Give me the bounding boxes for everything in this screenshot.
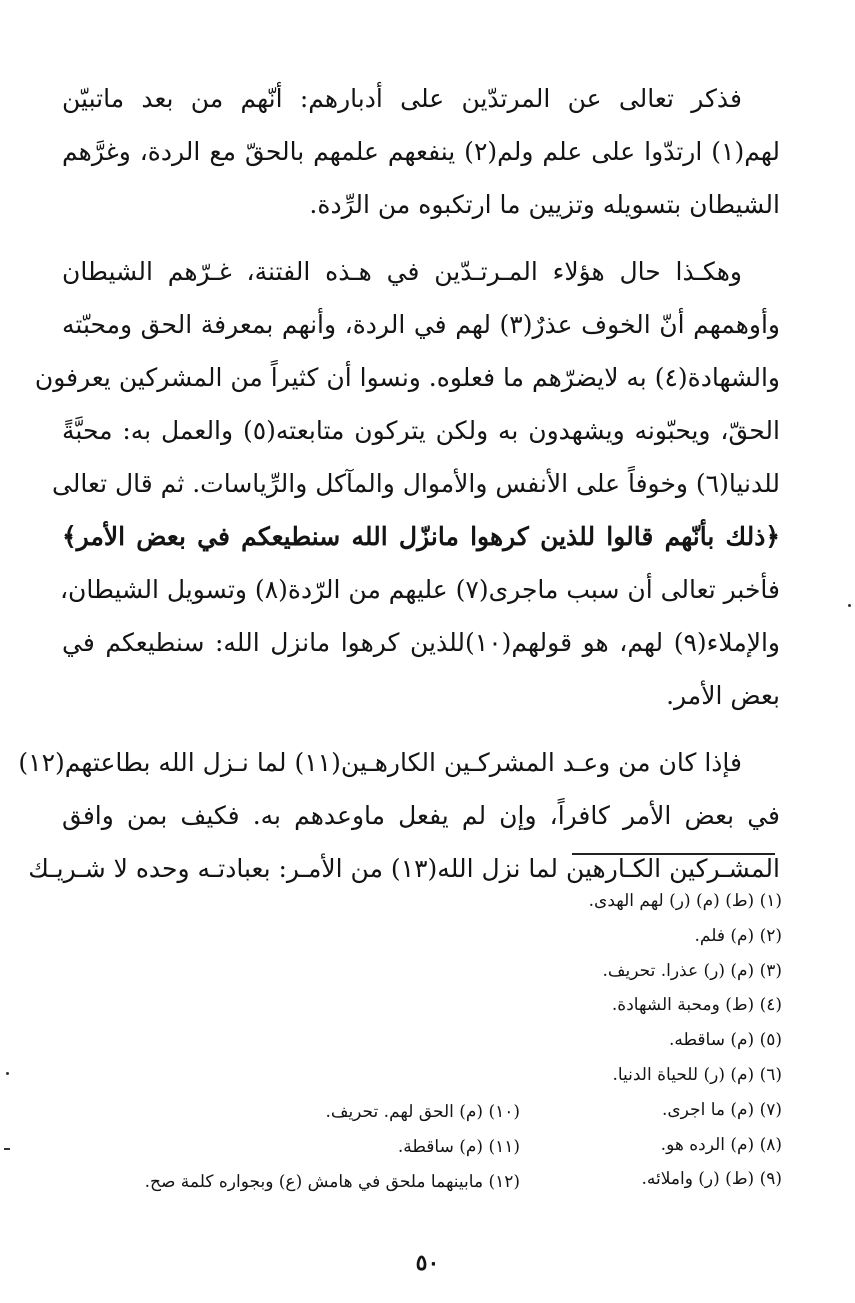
main-text: [18, 72, 780, 895]
text-line: وهكـذا حال هؤلاء المـرتـدّين في هـذه الفتنة، غـرّهم الشيطان: [62, 257, 742, 286]
text-line: للدنيا(٦) وخوفاً على الأنفس والأموال والمآكل والرِّياسات. ثم قال تعالى: [51, 469, 780, 498]
text-line: الشيطان بتسويله وتزيين ما ارتكبوه من الرِّدة.: [309, 190, 780, 219]
footnote: (١٠) (م) الحق لهم. تحريف.: [325, 1102, 520, 1122]
quran-verse: ﴿ذلك بأنّهم قالوا للذين كرهوا مانزّل الله سنطيعكم في بعض الأمر﴾: [62, 522, 780, 551]
scan-speck: [848, 604, 851, 607]
text-line: والإملاء(٩) لهم، هو قولهم(١٠)للذين كرهوا مانزل الله: سنطيعكم في: [62, 628, 780, 657]
footnotes: [60, 884, 782, 1204]
paragraph-3: [18, 736, 780, 895]
scan-speck: [6, 1072, 9, 1075]
scan-speck: [4, 1148, 10, 1150]
footnote: (١) (ط) (م) (ر) لهم الهدى.: [588, 891, 782, 911]
text-line: فإذا كان من وعـد المشركـين الكارهـين(١١) لما نـزل الله بطاعتهم(١٢): [18, 748, 742, 777]
footnote: (١١) (م) ساقطة.: [397, 1136, 520, 1157]
text-line: المشـركين الكـارهين لما نزل الله(١٣) من الأمـر: بعبادتـه وحده لا شـريـك: [28, 854, 780, 883]
footnotes-left-column: [60, 1095, 520, 1199]
text-line: وأوهمهم أنّ الخوف عذرٌ(٣) لهم في الردة، وأنهم بمعرفة الحق ومحبّته: [62, 310, 780, 339]
text-line: بعض الأمر.: [666, 681, 780, 710]
text-line: الحقّ، ويحبّونه ويشهدون به ولكن يتركون متابعته(٥) والعمل به: محبَّةً: [62, 416, 780, 445]
text-line: فذكر تعالى عن المرتدّين على أدبارهم: أنّهم من بعد ماتبيّن: [62, 84, 742, 113]
text-line: لهم(١) ارتدّوا على علم ولم(٢) ينفعهم علمهم بالحقّ مع الردة، وغرَّهم: [62, 137, 780, 166]
footnote: (٧) (م) ما اجرى.: [661, 1099, 782, 1120]
footnote: (٥) (م) ساقطه.: [668, 1030, 782, 1051]
footnote: (٦) (م) (ر) للحياة الدنيا.: [612, 1064, 782, 1085]
footnote: (٣) (م) (ر) عذرا. تحريف.: [602, 960, 782, 981]
text-line: في بعض الأمر كافراً، وإن لم يفعل ماوعدهم به. فكيف بمن وافق: [62, 801, 780, 830]
footnote: (١٢) مابينهما ملحق في هامش (ع) وبجواره كلمة صح.: [144, 1171, 520, 1192]
text-line: فأخبر تعالى أن سبب ماجرى(٧) عليهم من الرّدة(٨) وتسويل الشيطان،: [59, 575, 780, 604]
footnote: (٩) (ط) (ر) واملائه.: [641, 1169, 782, 1190]
paragraph-2: [34, 245, 780, 722]
footnote: (٢) (م) فلم.: [694, 925, 782, 946]
paragraph-1: [62, 72, 780, 231]
footnotes-right-column: [522, 884, 782, 1197]
footnote: (٨) (م) الرده هو.: [660, 1134, 782, 1155]
text-line: والشهادة(٤) به لايضرّهم ما فعلوه. ونسوا أن كثيراً من المشركين يعرفون: [34, 363, 780, 392]
footnote-separator: [572, 853, 775, 855]
page-number: ٥٠: [415, 1250, 440, 1276]
footnote: (٤) (ط) ومحبة الشهادة.: [611, 995, 782, 1016]
